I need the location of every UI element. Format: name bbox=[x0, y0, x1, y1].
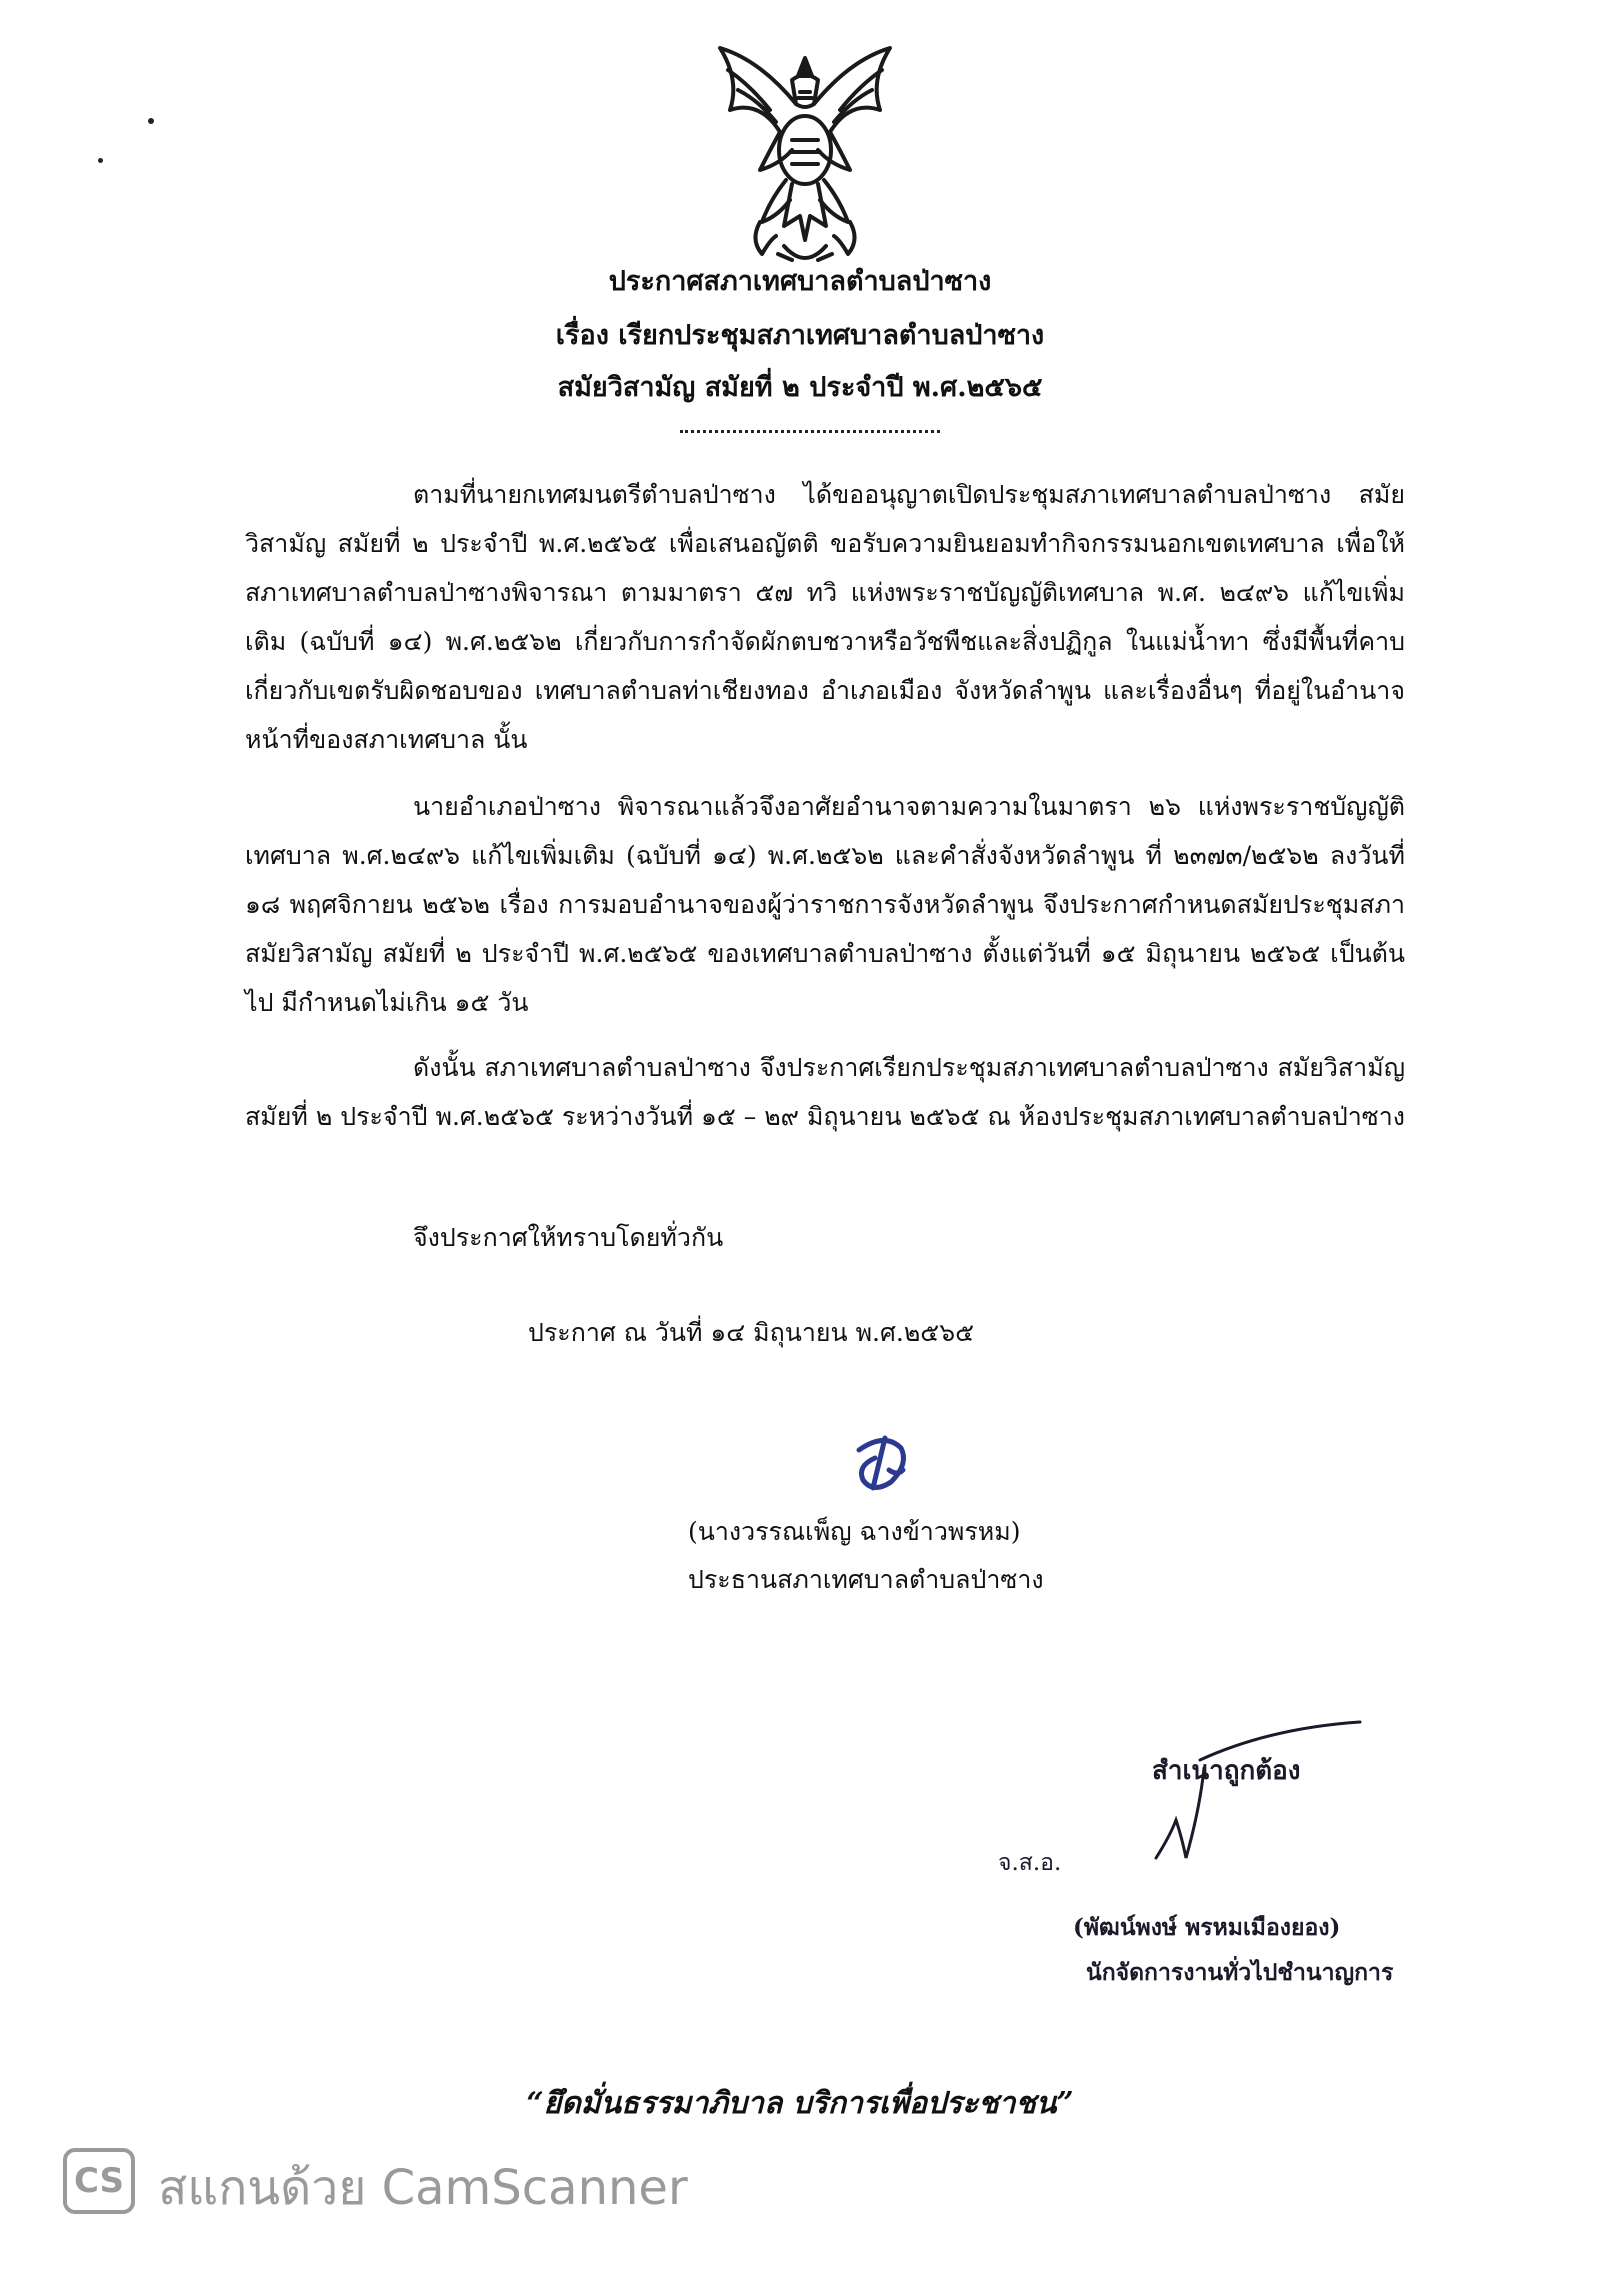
chair-position: ประธานสภาเทศบาลตำบลป่าซาง bbox=[688, 1565, 1044, 1594]
certifier-position: นักจัดการงานทั่วไปชำนาญการ bbox=[1086, 1959, 1394, 1986]
certifier-rank: จ.ส.อ. bbox=[998, 1850, 1062, 1876]
certified-copy-stamp: สำเนาถูกต้อง bbox=[1152, 1756, 1301, 1786]
scan-speck bbox=[148, 118, 154, 124]
body-paragraph-2: นายอำเภอป่าซาง พิจารณาแล้วจึงอาศัยอำนาจตามความในมาตรา ๒๖ แห่งพระราชบัญญัติเทศบาล พ.ศ.๒๔๙๖ แก้ไขเพิ่มเติม (ฉบับที่ ๑๔) พ.ศ.๒๕๖๒ และคำสั่งจังหวัดลำพูน ที่ ๒๓๗๓/๒๕๖๒ ลงวันที่ ๑๘ พฤศจิกายน ๒๕๖๒ เรื่อง การมอบอำนาจของผู้ว่าราชการจังหวัดลำพูน จึงประกาศกำหนดสมัยประชุมสภา สมัยวิสามัญ สมัยที่ ๒ ประจำปี พ.ศ.๒๕๖๕ ของเทศบาลตำบลป่าซาง ตั้งแต่วันที่ ๑๕ มิถุนายน ๒๕๖๕ เป็นต้นไป มีกำหนดไม่เกิน ๑๕ วัน bbox=[245, 792, 1405, 1017]
dotted-divider bbox=[680, 430, 940, 433]
certifier-signature-icon bbox=[1120, 1708, 1370, 1888]
garuda-emblem-icon bbox=[700, 40, 910, 280]
certifier-name: (พัฒน์พงษ์ พรหมเมืองยอง) bbox=[1073, 1914, 1341, 1941]
announce-line: จึงประกาศให้ทราบโดยทั่วกัน bbox=[413, 1223, 724, 1252]
announcement-title: ประกาศสภาเทศบาลตำบลป่าซาง bbox=[608, 266, 992, 297]
motto-slogan: “ยึดมั่นธรรมาภิบาล บริการเพื่อประชาชน” bbox=[526, 2086, 1074, 2121]
chair-name: (นางวรรณเพ็ญ ฉางข้าวพรหม) bbox=[688, 1517, 1021, 1546]
announcement-date: ประกาศ ณ วันที่ ๑๔ มิถุนายน พ.ศ.๒๕๖๕ bbox=[528, 1318, 975, 1347]
scan-speck bbox=[98, 158, 103, 163]
announcement-subject: เรื่อง เรียกประชุมสภาเทศบาลตำบลป่าซาง bbox=[555, 320, 1045, 351]
body-paragraph-3: ดังนั้น สภาเทศบาลตำบลป่าซาง จึงประกาศเรียกประชุมสภาเทศบาลตำบลป่าซาง สมัยวิสามัญ สมัยที่ ๒ ประจำปี พ.ศ.๒๕๖๕ ระหว่างวันที่ ๑๕ – ๒๙ มิถุนายน ๒๕๖๕ ณ ห้องประชุมสภาเทศบาลตำบลป่าซาง bbox=[245, 1053, 1405, 1131]
camscanner-watermark: สแกนด้วย CamScanner bbox=[158, 2160, 688, 2216]
camscanner-logo-icon: CS bbox=[63, 2148, 135, 2214]
announcement-session: สมัยวิสามัญ สมัยที่ ๒ ประจำปี พ.ศ.๒๕๖๕ bbox=[557, 372, 1043, 403]
body-paragraph-1: ตามที่นายกเทศมนตรีตำบลป่าซาง ได้ขออนุญาตเปิดประชุมสภาเทศบาลตำบลป่าซาง สมัยวิสามัญ สมัยที่ ๒ ประจำปี พ.ศ.๒๕๖๕ เพื่อเสนอญัตติ ขอรับความยินยอมทำกิจกรรมนอกเขตเทศบาล เพื่อให้สภาเทศบาลตำบลป่าซางพิจารณา ตามมาตรา ๕๗ ทวิ แห่งพระราชบัญญัติเทศบาล พ.ศ. ๒๔๙๖ แก้ไขเพิ่มเติม (ฉบับที่ ๑๔) พ.ศ.๒๕๖๒ เกี่ยวกับการกำจัดผักตบชวาหรือวัชพืชและสิ่งปฏิกูล ในแม่น้ำทา ซึ่งมีพื้นที่คาบเกี่ยวกับเขตรับผิดชอบของ เทศบาลตำบลท่าเชียงทอง อำเภอเมือง จังหวัดลำพูน และเรื่องอื่นๆ ที่อยู่ในอำนาจหน้าที่ของสภาเทศบาล นั้น bbox=[245, 480, 1405, 754]
chair-signature-icon bbox=[845, 1430, 915, 1500]
